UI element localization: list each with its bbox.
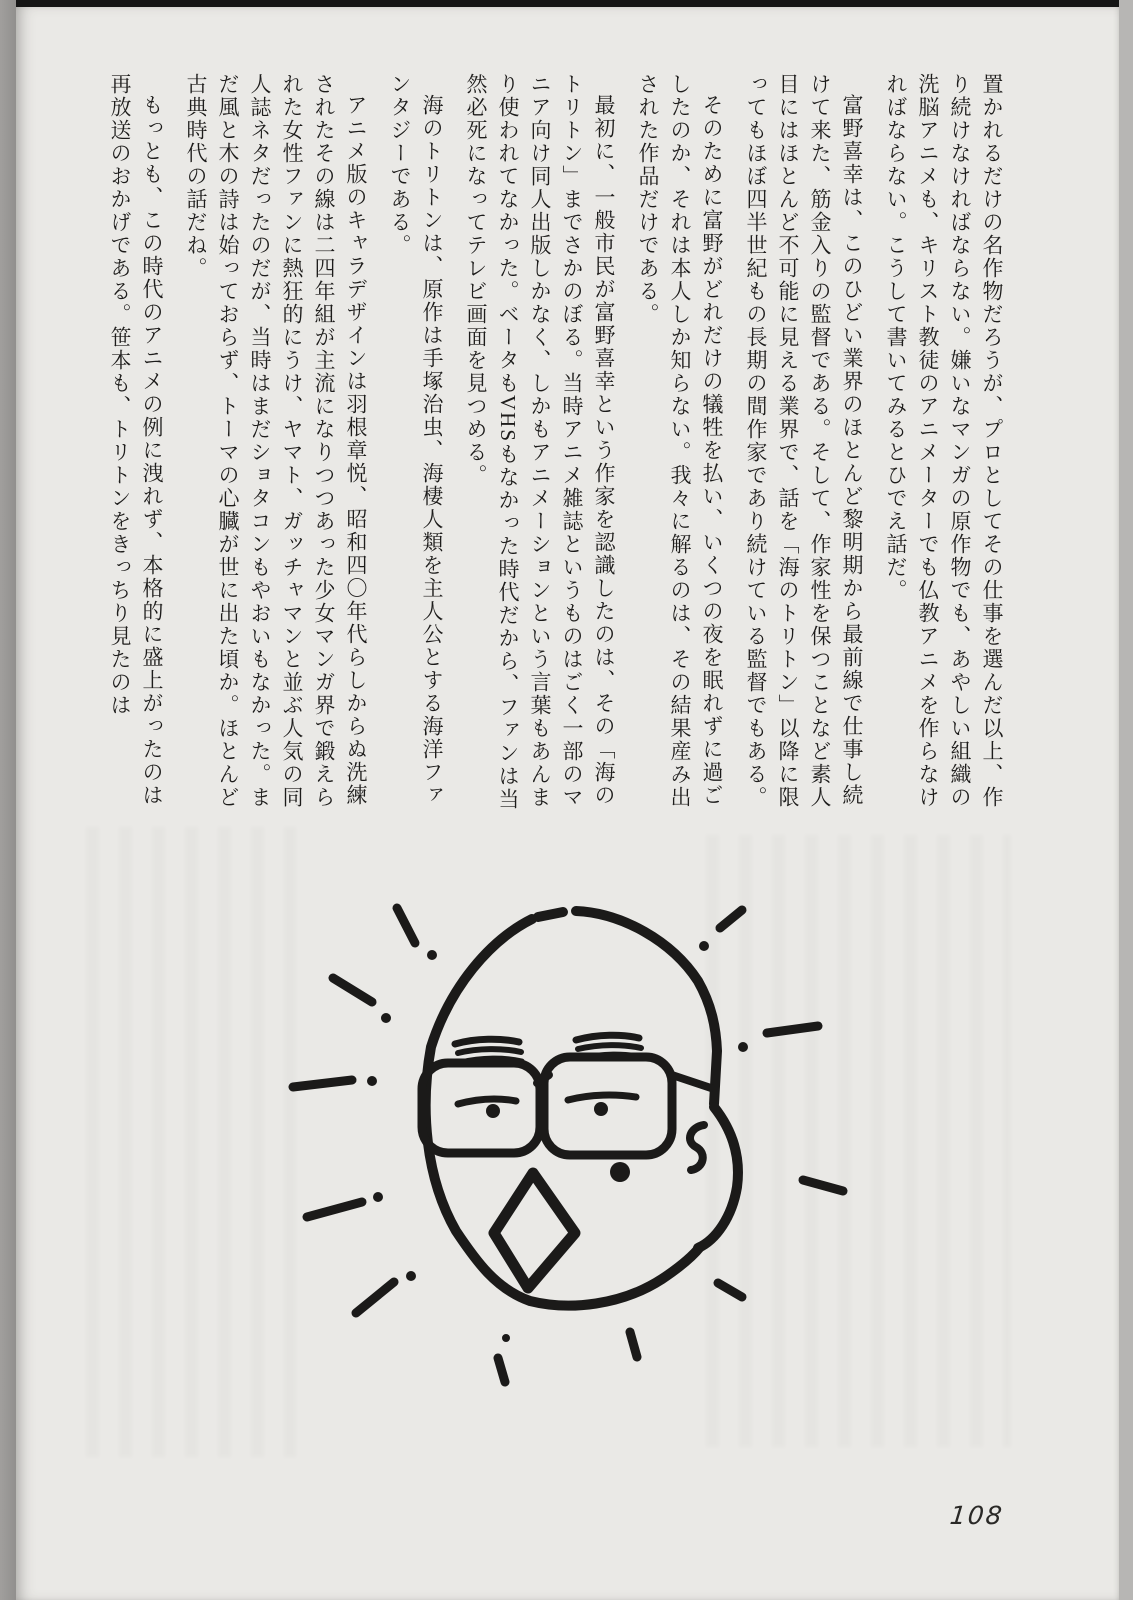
paragraph-1: 置かれるだけの名作物だろうが、プロとしてその仕事を選んだ以上、作り続けなければならない。嫌いなマンガの原作物でも、あやしい組織の洗脳アニメも、キリスト教徒のアニメーターでも仏教アニメを作らなければならない。こうして書いてみるとひでえ話だ。 [884, 73, 1004, 809]
paragraph-6: アニメ版のキャラデザインは羽根章悦、昭和四〇年代らしからぬ洗練されたその線は二四年組が主流になりつつあった少女マンガ界で鍛えられた女性ファンに熱狂的にうけ、ヤマト、ガッチャマンと並ぶ人気の同人誌ネタだったのだが、当時はまだショタコンもやおいもなかった。まだ風と木の詩は始っておらず、トーマの心臓が世に出た頃か。ほとんど古典時代の話だね。 [184, 73, 368, 809]
paragraph-4: 最初に、一般市民が富野喜幸という作家を認識したのは、その「海のトリトン」までさかのぼる。当時アニメ雑誌というものはごく一部のマニア向け同人出版しかなく、しかもアニメーションという言葉もあんまり使われてなかった。ベータもVHSもなかった時代だから、ファンは当然必死になってテレビ画面を見つめる。 [464, 73, 616, 812]
article-text [96, 73, 1008, 819]
paragraph-7: もっとも、この時代のアニメの例に洩れず、本格的に盛上がったのは再放送のおかげである。笹本も、トリトンをきっちり見たのは [108, 73, 164, 807]
paragraph-2: 富野喜幸は、このひどい業界のほとんど黎明期から最前線で仕事し続けて来た、筋金入りの監督である。そして、作家性を保つことなど素人目にはほとんど不可能に見える業界で、話を「海のトリトン」以降に限ってもほぼ四半世紀もの長期の間作家であり続けている監督でもある。 [744, 73, 864, 809]
page-paper [16, 0, 1119, 1600]
paragraph-5: 海のトリトンは、原作は手塚治虫、海棲人類を主人公とする海洋ファンタジーである。 [388, 73, 444, 807]
surprised-bald-man-with-glasses-doodle [260, 855, 860, 1415]
paragraph-3: そのために富野がどれだけの犠牲を払い、いくつの夜を眠れずに過ごしたのか、それは本人しか知らない。我々に解るのは、その結果産み出された作品だけである。 [636, 73, 724, 809]
scan-right-edge [1119, 0, 1133, 1600]
page-number: 108 [948, 1501, 1006, 1530]
